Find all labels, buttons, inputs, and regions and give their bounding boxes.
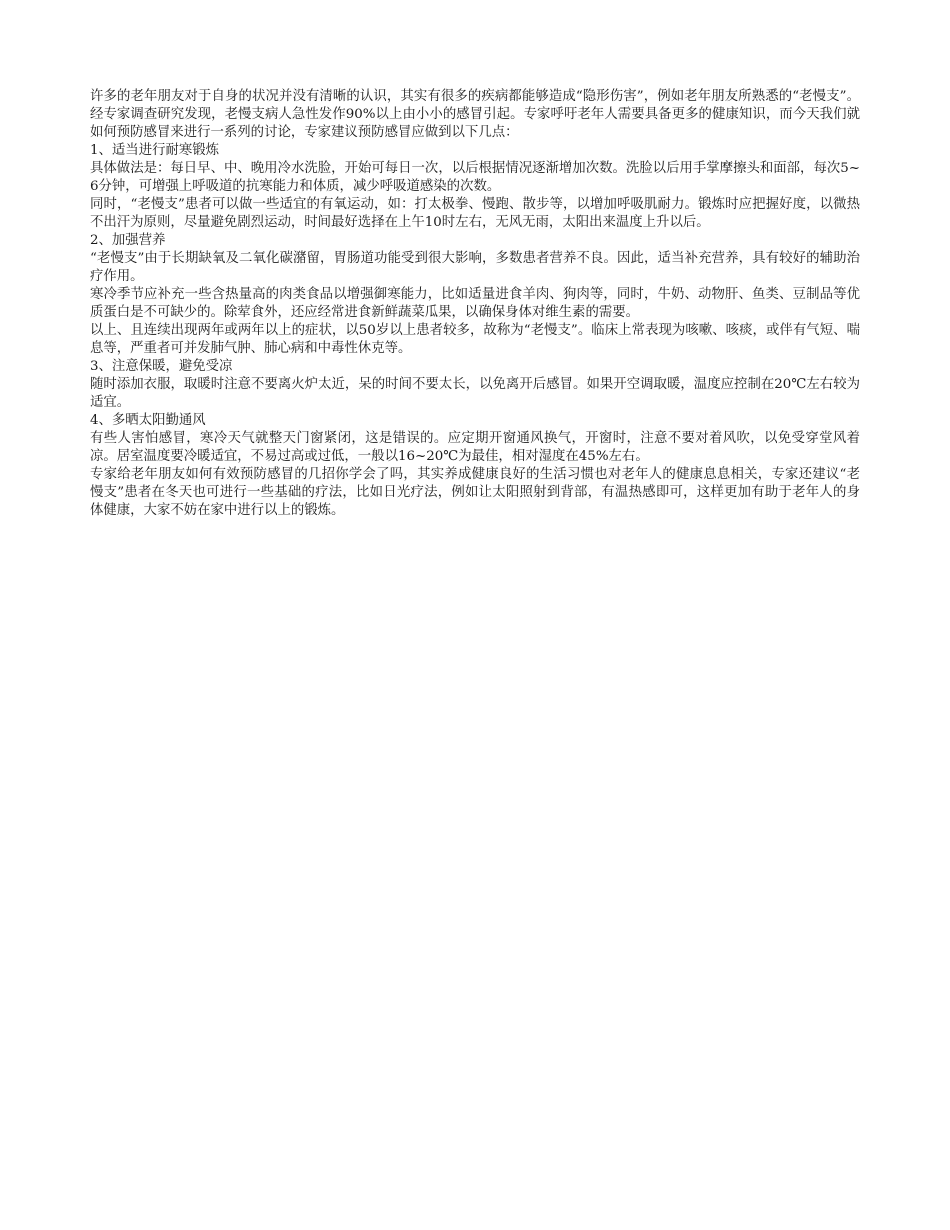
- body-paragraph: 以上、且连续出现两年或两年以上的症状，以50岁以上患者较多，故称为“老慢支”。临床上常表现为咳嗽、咳痰，或伴有气短、喘息等，严重者可并发肺气肿、肺心病和中毒性休克等。: [90, 323, 860, 356]
- body-paragraph: 寒冷季节应补充一些含热量高的肉类食品以增强御寒能力，比如适量进食羊肉、狗肉等，同时，牛奶、动物肝、鱼类、豆制品等优质蛋白是不可缺少的。除荤食外，还应经常进食新鲜蔬菜瓜果，以确保身体对维生素的需要。: [90, 287, 860, 320]
- body-paragraph: 有些人害怕感冒，寒冷天气就整天门窗紧闭，这是错误的。应定期开窗通风换气，开窗时，注意不要对着风吹，以免受穿堂风着凉。居室温度要冷暖适宜，不易过高或过低，一般以16~20℃为最佳，相对湿度在45%左右。: [90, 431, 860, 464]
- closing-paragraph: 专家给老年朋友如何有效预防感冒的几招你学会了吗，其实养成健康良好的生活习惯也对老年人的健康息息相关，专家还建议“老慢支”患者在冬天也可进行一些基础的疗法，比如日光疗法，例如让太阳照射到背部，有温热感即可，这样更加有助于老年人的身体健康，大家不妨在家中进行以上的锻炼。: [90, 467, 860, 518]
- section-heading-1: 1、适当进行耐寒锻炼: [90, 143, 220, 158]
- body-paragraph: 具体做法是：每日早、中、晚用冷水洗脸，开始可每日一次，以后根据情况逐渐增加次数。洗脸以后用手掌摩擦头和面部，每次5~6分钟，可增强上呼吸道的抗寒能力和体质，减少呼吸道感染的次数。: [90, 161, 860, 194]
- document-body: [90, 88, 860, 520]
- section-heading-3: 3、注意保暖，避免受凉: [90, 359, 233, 374]
- body-paragraph: 随时添加衣服，取暖时注意不要离火炉太近，呆的时间不要太长，以免离开后感冒。如果开空调取暖，温度应控制在20℃左右较为适宜。: [90, 377, 860, 410]
- section-heading-2: 2、加强营养: [90, 233, 166, 248]
- body-paragraph: 同时，“老慢支”患者可以做一些适宜的有氧运动，如：打太极拳、慢跑、散步等，以增加呼吸肌耐力。锻炼时应把握好度，以微热不出汗为原则，尽量避免剧烈运动，时间最好选择在上午10时左右，无风无雨，太阳出来温度上升以后。: [90, 197, 860, 230]
- section-heading-4: 4、多晒太阳勤通风: [90, 413, 206, 428]
- body-paragraph: “老慢支”由于长期缺氧及二氧化碳潴留，胃肠道功能受到很大影响，多数患者营养不良。因此，适当补充营养，具有较好的辅助治疗作用。: [90, 251, 860, 284]
- intro-paragraph: 许多的老年朋友对于自身的状况并没有清晰的认识，其实有很多的疾病都能够造成“隐形伤害”，例如老年朋友所熟悉的“老慢支”。经专家调查研究发现，老慢支病人急性发作90%以上由小小的感冒引起。专家呼吁老年人需要具备更多的健康知识，而今天我们就如何预防感冒来进行一系列的讨论，专家建议预防感冒应做到以下几点：: [90, 89, 860, 140]
